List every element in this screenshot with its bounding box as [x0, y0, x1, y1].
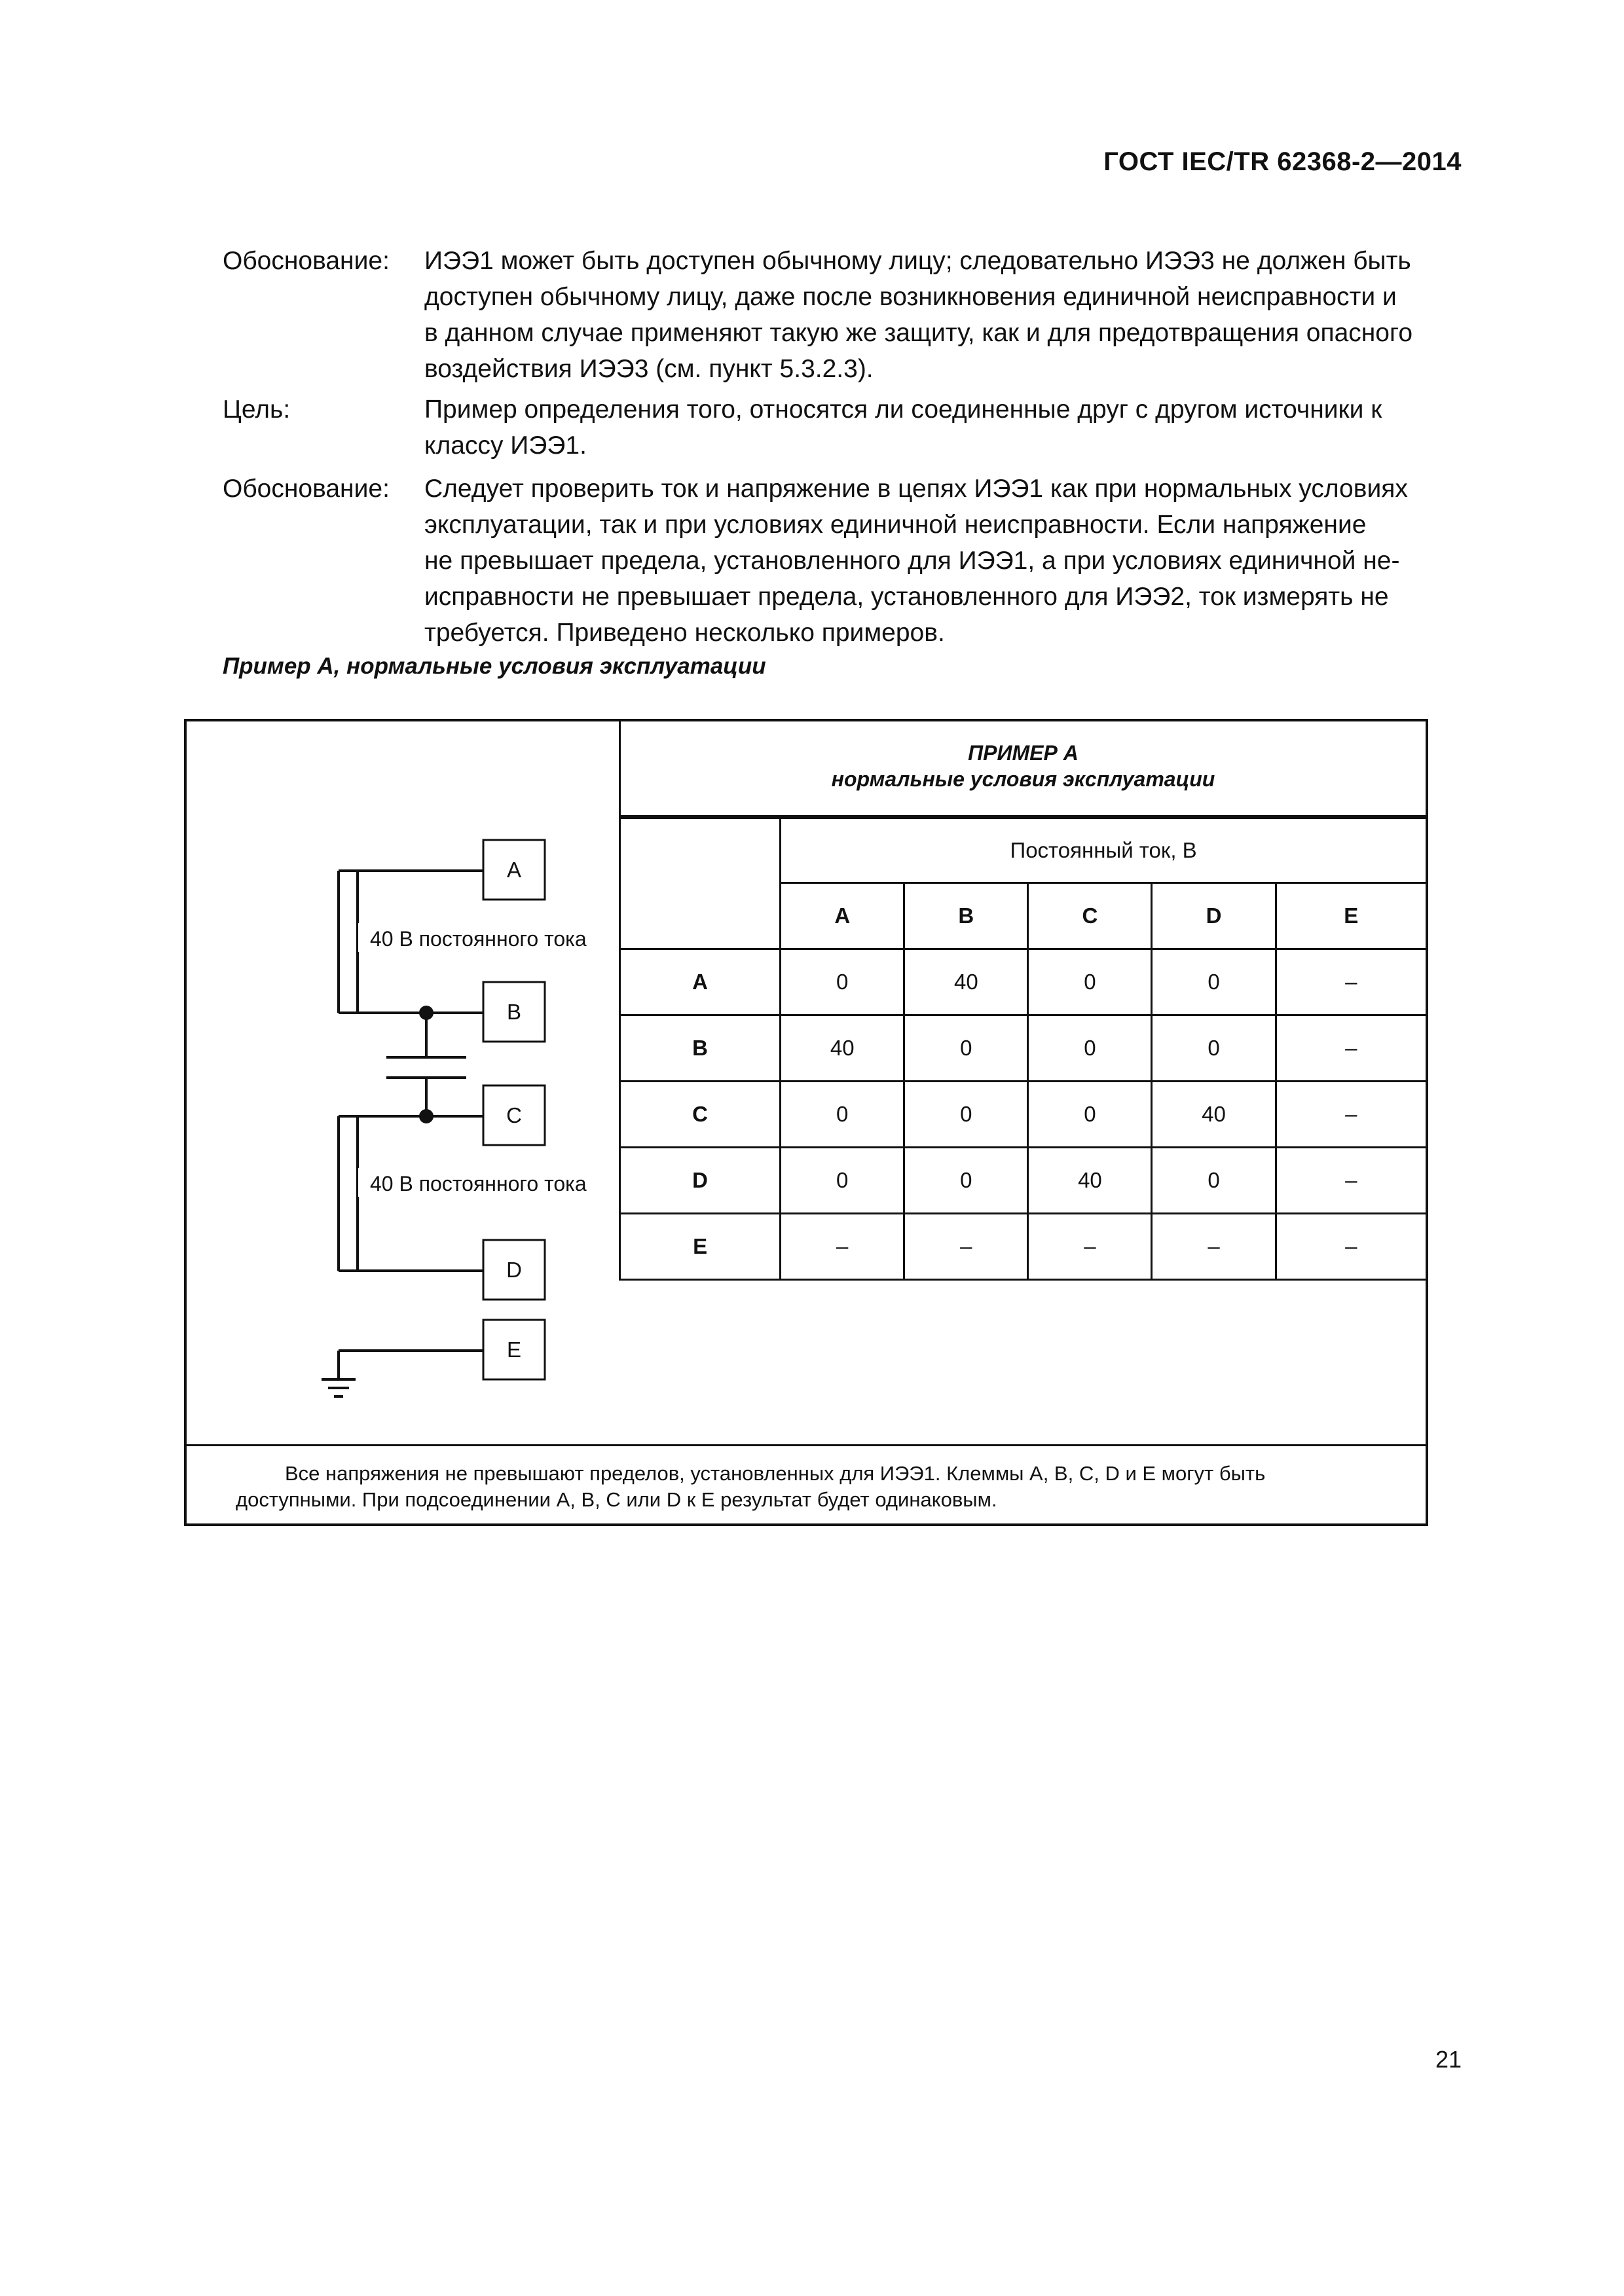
column-header-e: E	[1276, 883, 1426, 949]
junction-dot-b	[419, 1006, 434, 1020]
terminal-label-b: B	[506, 1000, 522, 1024]
table-cell: 40	[904, 949, 1028, 1015]
row-label-a: A	[620, 949, 781, 1015]
paragraph-term: Обоснование:	[223, 475, 390, 503]
table-row	[620, 1082, 1426, 1148]
table-cell: 0	[1152, 1015, 1276, 1082]
figure-caption: Пример А, нормальные условия эксплуатации	[223, 653, 766, 679]
table-cell: –	[1276, 1082, 1426, 1148]
table-cell: –	[1276, 949, 1426, 1015]
table-cell: –	[1276, 1214, 1426, 1280]
row-label-c: C	[620, 1082, 781, 1148]
table-cell: 0	[781, 1082, 904, 1148]
table-cell: –	[1276, 1148, 1426, 1214]
table-row	[620, 1015, 1426, 1082]
paragraph-line: в данном случае применяют такую же защиту, как и для предотвращения опасного	[424, 319, 1413, 347]
table-cell: 0	[1152, 1148, 1276, 1214]
paragraph-term: Цель:	[223, 395, 291, 424]
paragraph-body	[424, 392, 1467, 464]
table-row	[620, 949, 1426, 1015]
terminal-label-d: D	[506, 1258, 522, 1282]
table-cell: 0	[1152, 949, 1276, 1015]
page-number: 21	[1435, 2046, 1462, 2073]
dc-header: Постоянный ток, В	[781, 818, 1426, 883]
paragraph-line: не превышает предела, установленного для ИЭЭ1, а при условиях единичной не-	[424, 547, 1400, 575]
ground-icon	[322, 1379, 356, 1396]
terminal-label-e: E	[506, 1338, 522, 1362]
table-title-line-1: ПРИМЕР А	[968, 741, 1079, 765]
paragraph-term: Обоснование:	[223, 247, 390, 275]
paragraph-line: требуется. Приведено несколько примеров.	[424, 619, 945, 647]
source-2-label: 40 В постоянного тока	[370, 1172, 587, 1195]
table-cell: –	[1276, 1015, 1426, 1082]
table-cell: 0	[1028, 1082, 1152, 1148]
table-cell: 0	[904, 1015, 1028, 1082]
table-cell: 0	[904, 1082, 1028, 1148]
example-a-figure	[184, 719, 1428, 1526]
column-header-b: B	[904, 883, 1028, 949]
table-cell: –	[1152, 1214, 1276, 1280]
row-label-d: D	[620, 1148, 781, 1214]
column-header-c: C	[1028, 883, 1152, 949]
paragraph-line: доступен обычному лицу, даже после возникновения единичной неисправности и	[424, 283, 1397, 311]
table-cell: 0	[1028, 1015, 1152, 1082]
row-label-b: B	[620, 1015, 781, 1082]
paragraph-line: Пример определения того, относятся ли соединенные друг с другом источники к	[424, 395, 1382, 424]
table-corner-cell	[620, 818, 781, 949]
paragraph-body	[424, 243, 1467, 387]
column-header-d: D	[1152, 883, 1276, 949]
paragraph-body	[424, 471, 1467, 651]
paragraph-line: эксплуатации, так и при условиях единичной неисправности. Если напряжение	[424, 511, 1367, 539]
column-header-a: A	[781, 883, 904, 949]
table-cell: 40	[781, 1015, 904, 1082]
table-cell: 0	[1028, 949, 1152, 1015]
figure-note-line-2: доступными. При подсоединении A, B, C или D к E результат будет одинаковым.	[236, 1488, 997, 1511]
paragraph-line: Следует проверить ток и напряжение в цепях ИЭЭ1 как при нормальных условиях	[424, 475, 1408, 503]
voltage-table	[619, 817, 1426, 1281]
source-1-label: 40 В постоянного тока	[370, 927, 587, 951]
table-cell: 40	[1028, 1148, 1152, 1214]
table-cell: –	[1028, 1214, 1152, 1280]
table-cell: –	[781, 1214, 904, 1280]
figure-note-line-1: Все напряжения не превышают пределов, установленных для ИЭЭ1. Клеммы A, B, C, D и E могут быть	[285, 1462, 1266, 1485]
document-id-header: ГОСТ IEC/TR 62368-2—2014	[1103, 147, 1462, 176]
table-cell: 0	[904, 1148, 1028, 1214]
table-cell: 0	[781, 1148, 904, 1214]
table-row	[620, 1214, 1426, 1280]
figure-content	[187, 721, 1426, 1444]
paragraph-line: ИЭЭ1 может быть доступен обычному лицу; следовательно ИЭЭ3 не должен быть	[424, 247, 1411, 275]
paragraph-line: воздействия ИЭЭ3 (см. пункт 5.3.2.3).	[424, 355, 874, 383]
row-label-e: E	[620, 1214, 781, 1280]
table-header-row	[620, 818, 1426, 883]
table-cell: 0	[781, 949, 904, 1015]
table-row	[620, 1148, 1426, 1214]
circuit-diagram	[187, 721, 619, 1444]
paragraph-goal	[223, 392, 1467, 464]
figure-note	[187, 1444, 1426, 1523]
paragraph-line: исправности не превышает предела, установленного для ИЭЭ2, ток измерять не	[424, 583, 1389, 611]
junction-dot-c	[419, 1109, 434, 1123]
terminal-label-a: A	[506, 858, 522, 882]
paragraph-line: классу ИЭЭ1.	[424, 431, 587, 460]
paragraph-rationale-1	[223, 243, 1467, 387]
table-cell: 40	[1152, 1082, 1276, 1148]
terminal-label-c: C	[506, 1103, 522, 1127]
table-title	[619, 721, 1426, 817]
table-cell: –	[904, 1214, 1028, 1280]
paragraph-rationale-2	[223, 471, 1467, 651]
table-title-line-2: нормальные условия эксплуатации	[831, 767, 1215, 791]
